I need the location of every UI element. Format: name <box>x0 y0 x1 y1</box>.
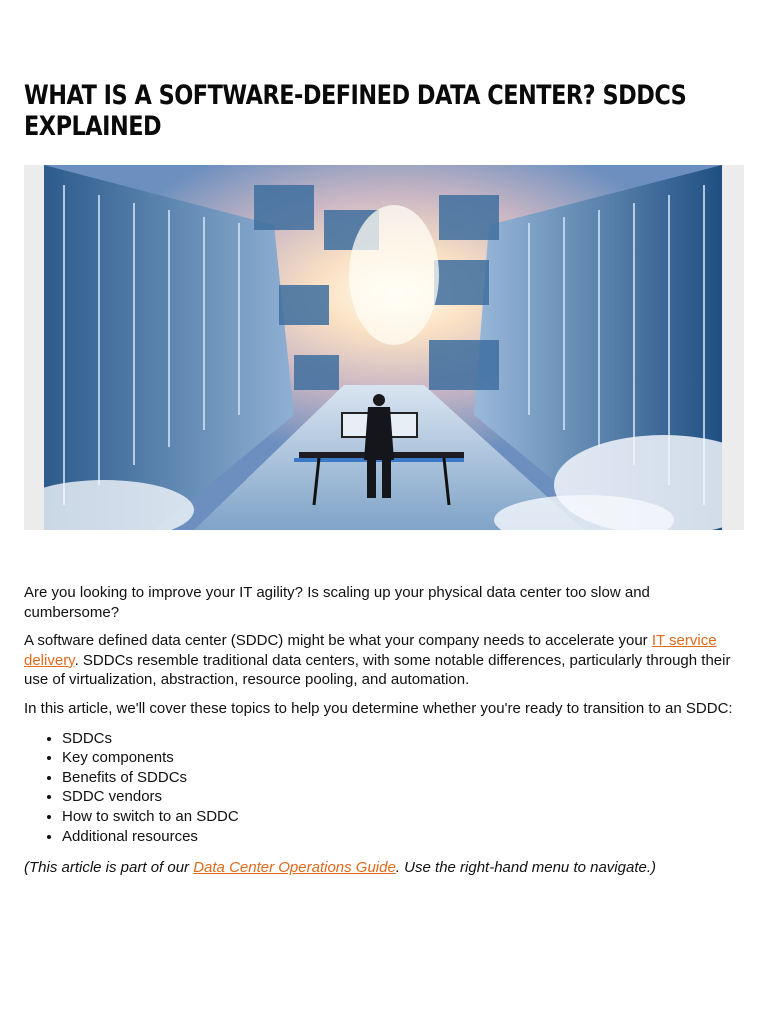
topics-list <box>24 729 746 847</box>
list-item: • SDDC vendors <box>62 787 746 807</box>
guide-note-text-end: . Use the right-hand menu to navigate.) <box>395 859 656 877</box>
list-item: • Key components <box>62 748 746 768</box>
intro-paragraph: Are you looking to improve your IT agility? Is scaling up your physical data center too slow and cumbersome? <box>24 584 650 621</box>
article-title: WHAT IS A SOFTWARE-DEFINED DATA CENTER? SDDCS EXPLAINED <box>24 80 687 142</box>
sddc-paragraph-text-end: . SDDCs resemble traditional data centers, with some notable differences, particularly through their use of virtualization, abstraction, resource pooling, and automation. <box>24 651 731 689</box>
sddc-paragraph-text-start: A software defined data center (SDDC) might be what your company needs to accelerate your <box>24 632 652 650</box>
hero-image-frame <box>24 165 744 530</box>
guide-note <box>24 858 746 878</box>
list-item: • Additional resources <box>62 827 746 847</box>
list-item: • SDDCs <box>62 729 746 749</box>
topics-intro-paragraph: In this article, we'll cover these topics to help you determine whether you're ready to transition to an SDDC: <box>24 699 733 717</box>
guide-note-text-start: (This article is part of our <box>24 859 194 877</box>
it-service-delivery-link[interactable]: IT service delivery <box>24 632 717 669</box>
data-center-operations-guide-link[interactable]: Data Center Operations Guide <box>193 859 396 877</box>
hero-image <box>44 165 722 530</box>
article-body <box>24 583 746 887</box>
sddc-paragraph <box>24 631 746 690</box>
list-item: • How to switch to an SDDC <box>62 807 746 827</box>
list-item: • Benefits of SDDCs <box>62 768 746 788</box>
